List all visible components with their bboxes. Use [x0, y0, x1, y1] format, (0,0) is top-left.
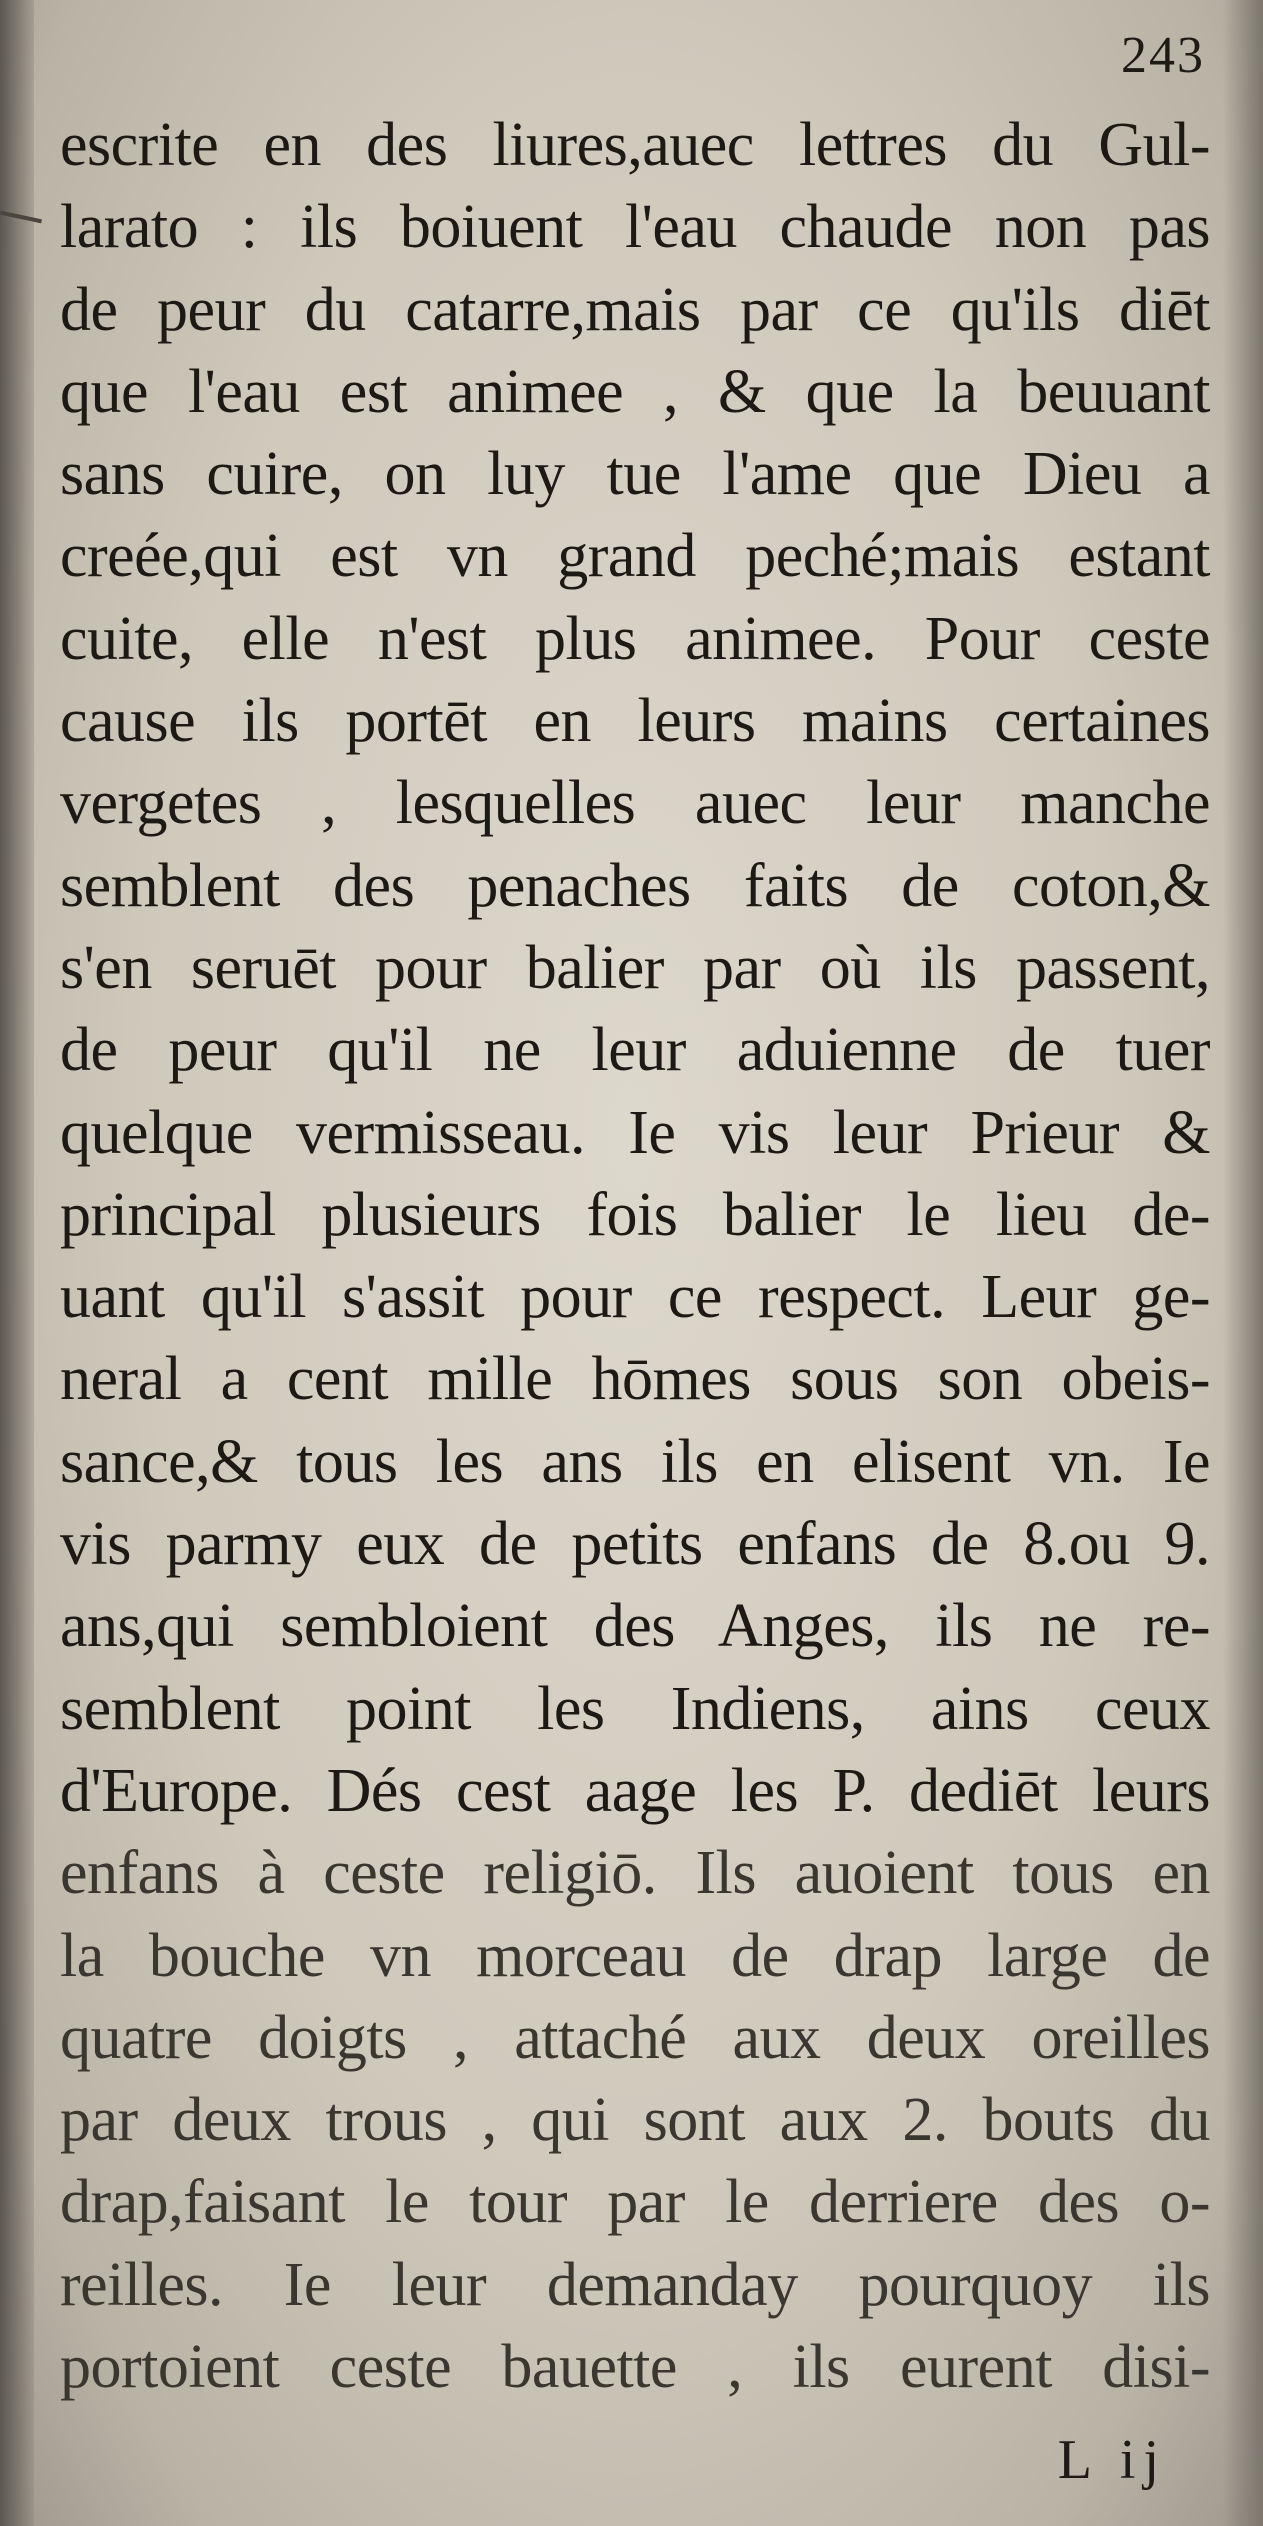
- text-line: la bouche vn morceau de drap large de: [60, 1921, 1210, 1990]
- text-line: de peur qu'il ne leur aduienne de tuer: [60, 1016, 1210, 1085]
- text-line: uant qu'il s'assit pour ce respect. Leur ge-: [60, 1263, 1210, 1332]
- signature-mark: L ij: [1057, 2429, 1167, 2491]
- page-number: 243: [1121, 27, 1205, 84]
- text-line: drap,faisant le tour par le derriere des o-: [60, 2168, 1210, 2237]
- text-line: cuite, elle n'est plus animee. Pour ceste: [60, 604, 1210, 673]
- body-text: [60, 104, 1210, 2408]
- text-line: s'en seruēt pour balier par où ils passent,: [60, 933, 1210, 1002]
- text-line: quatre doigts , attaché aux deux oreilles: [60, 2003, 1210, 2072]
- text-line: sans cuire, on luy tue l'ame que Dieu a: [60, 440, 1210, 509]
- text-line: escrite en des liures,auec lettres du Gul-: [60, 111, 1210, 179]
- text-line: quelque vermisseau. Ie vis leur Prieur &: [60, 1098, 1210, 1167]
- text-line: larato : ils boiuent l'eau chaude non pas: [60, 193, 1210, 262]
- margin-mark: [0, 211, 42, 224]
- text-line: par deux trous , qui sont aux 2. bouts du: [60, 2086, 1210, 2155]
- text-line: vis parmy eux de petits enfans de 8.ou 9.: [60, 1510, 1210, 1579]
- text-line: portoient ceste bauette , ils eurent disi-: [60, 2333, 1210, 2402]
- text-line: semblent des penaches faits de coton,&: [60, 851, 1210, 920]
- text-line: principal plusieurs fois balier le lieu de-: [60, 1180, 1210, 1249]
- text-line: neral a cent mille hōmes sous son obeis-: [60, 1345, 1210, 1414]
- text-line: creée,qui est vn grand peché;mais estant: [60, 522, 1210, 591]
- text-line: d'Europe. Dés cest aage les P. dediēt leurs: [60, 1756, 1210, 1825]
- text-line: de peur du catarre,mais par ce qu'ils diēt: [60, 275, 1210, 344]
- text-line: que l'eau est animee , & que la beuuant: [60, 357, 1210, 426]
- text-line: cause ils portēt en leurs mains certaines: [60, 687, 1210, 756]
- text-line: reilles. Ie leur demanday pourquoy ils: [60, 2250, 1210, 2319]
- text-line: sance,& tous les ans ils en elisent vn. Ie: [60, 1427, 1210, 1496]
- text-line: semblent point les Indiens, ains ceux: [60, 1674, 1210, 1743]
- text-line: vergetes , lesquelles auec leur manche: [60, 769, 1210, 838]
- text-line: ans,qui sembloient des Anges, ils ne re-: [60, 1592, 1210, 1661]
- text-line: enfans à ceste religiō. Ils auoient tous en: [60, 1839, 1210, 1908]
